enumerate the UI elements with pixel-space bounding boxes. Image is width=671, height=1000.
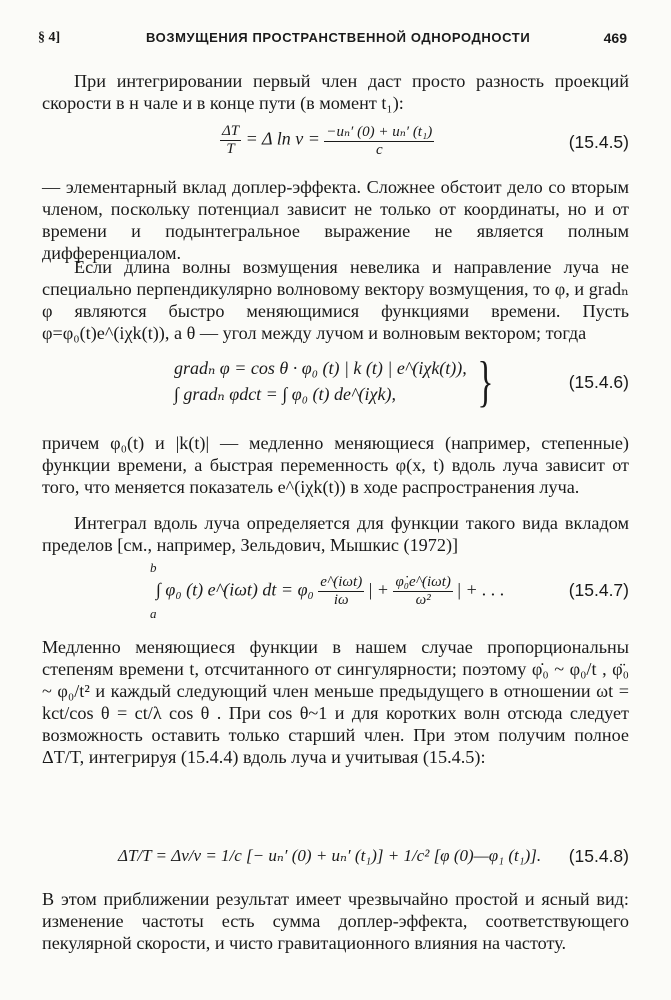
eq4-body: ΔT/T = Δν/ν = 1/c [− uₙ′ (0) + uₙ′ (t₁)] + 1/c² [φ (0)—φ₁ (t₁)].	[118, 846, 542, 865]
eq1-mid: = Δ ln ν =	[245, 128, 320, 149]
eq3-upper-limit: b	[150, 560, 157, 575]
eq3-lower-limit: a	[150, 606, 157, 621]
eq1-lhs-num: ΔT	[222, 123, 240, 139]
eq1-rhs-den: c	[375, 142, 383, 158]
section-marker: § 4]	[38, 30, 61, 45]
paragraph-7: В этом приближении результат имеет чрезвычайно простой и ясный вид: изменение частоты есть сумма доплер-эффекта, соответствующего пекулярной скорости, и чисто гравитационного влияния на частоту.	[42, 889, 629, 953]
eq3-plus: +	[376, 579, 389, 600]
eq2-line1: gradₙ φ = cos θ · φ₀ (t) | k (t) | e^(iχk(t)),	[174, 358, 467, 378]
eq3-number: (15.4.7)	[568, 580, 629, 600]
eq1-number: (15.4.5)	[568, 132, 629, 152]
eq1-rhs-num: −uₙ′ (0) + uₙ′ (t₁)	[326, 124, 433, 140]
eq3-tail: + . . .	[465, 579, 505, 600]
paragraph-4: причем φ₀(t) и |k(t)| — медленно меняющиеся (например, степенные) функции времени, а быстрая переменность φ(x, t) вдоль луча зависит от того, что меняется показатель e^(iχk(t)) в ходе распространения луча.	[42, 433, 629, 497]
paragraph-2: — элементарный вклад доплер-эффекта. Сложнее обстоит дело со вторым членом, поскольку потенциал зависит не только от координаты, но и от времени и подынтегральное выражение не является полным дифференциалом.	[42, 177, 629, 263]
paragraph-6: Медленно меняющиеся функции в нашем случае пропорциональны степеням времени t, отсчитанного от сингулярности; поэтому φ̇₀ ~ φ₀/t , φ̈₀ ~ φ₀/t² и каждый следующий член меньше предыдущего в отношении ωt = kct/cos θ = ct/λ cos θ . При cos θ~1 и для коротких волн отсюда следует возможность оставить только старший член. При этом получим полное ΔT/T, интегрируя (15.4.4) вдоль луча и учитывая (15.4.5):	[42, 637, 629, 767]
equation-15-4-7: b a ∫ φ₀ (t) e^(iωt) dt = φ₀ $\frac{\text{e\textasciicircum{}(iωt)}}{i\omega}$ | + $\frac{\text{φ̇₀e\textasciicircum{}(iωt)}}{\text{ω²}}$ | + . . . (15.4.7)	[150, 560, 629, 621]
page-number: 469	[603, 30, 627, 46]
eq3-integrand: ∫ φ₀ (t) e^(iωt) dt = φ₀	[156, 579, 314, 600]
paragraph-5: Интеграл вдоль луча определяется для функции такого вида вкладом пределов [см., например, Зельдович, Мышкис (1972)]	[42, 513, 629, 555]
eq3-f1-den: iω	[333, 592, 349, 608]
eq2-brace: }	[477, 351, 494, 413]
equation-15-4-8	[42, 840, 629, 876]
running-header	[38, 28, 627, 52]
eq1-lhs-den: T	[226, 141, 235, 157]
eq3-f2-den: ω²	[415, 592, 431, 608]
equation-15-4-5	[42, 120, 629, 164]
paragraph-1: При интегрировании первый член даст просто разность проекций скорости в н чале и в конце пути (в момент t₁):	[42, 71, 629, 113]
equation-15-4-6	[42, 351, 629, 414]
eq3-f2-num: φ̇₀e^(iωt)	[395, 574, 451, 590]
eq4-number: (15.4.8)	[568, 846, 629, 866]
paragraph-3: Если длина волны возмущения невелика и направление луча не специально перпендикулярно волновому вектору возмущения, то φ, и gradₙ φ являются быстро меняющимися функциями времени. Пусть φ=φ₀(t)e^(iχk(t)), а θ — угол между лучом и волновым вектором; тогда	[42, 257, 629, 343]
chapter-title: ВОЗМУЩЕНИЯ ПРОСТРАНСТВЕННОЙ ОДНОРОДНОСТИ	[146, 30, 531, 45]
eq3-f1-num: e^(iωt)	[320, 574, 363, 590]
eq2-line2: ∫ gradₙ φdct = ∫ φ₀ (t) de^(iχk),	[174, 384, 396, 404]
eq2-number: (15.4.6)	[568, 372, 629, 392]
